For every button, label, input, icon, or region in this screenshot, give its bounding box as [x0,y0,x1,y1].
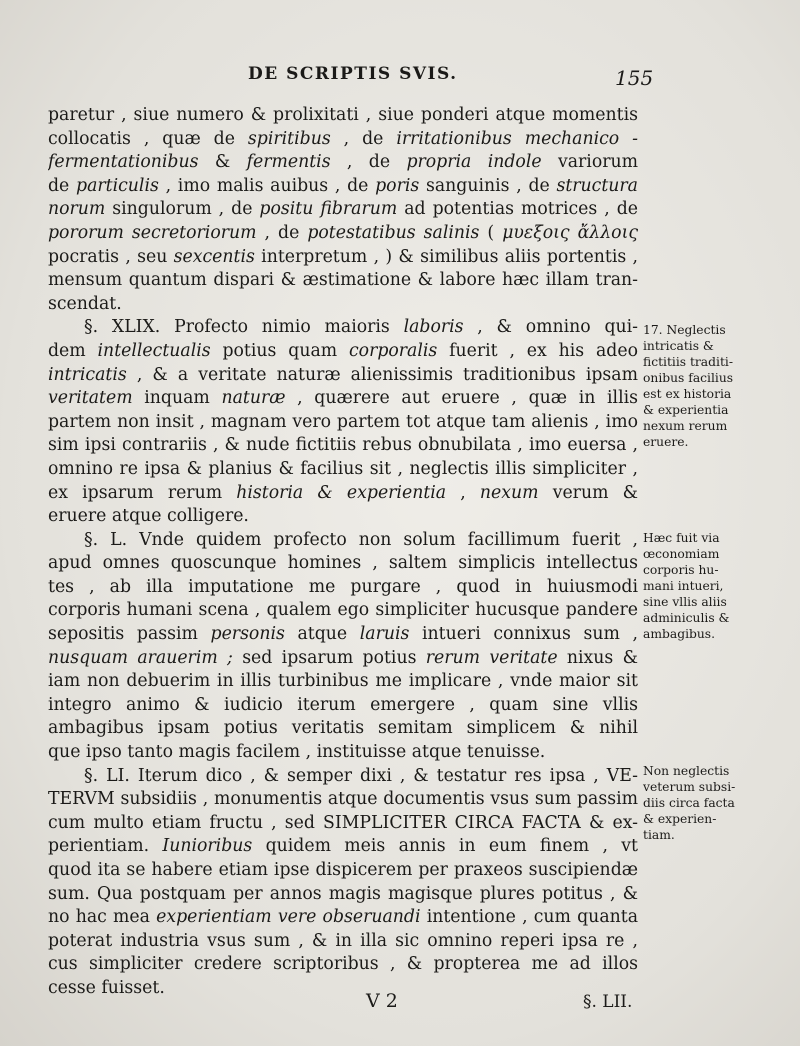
text-line [48,411,638,435]
text-line [48,128,638,152]
margin-note-line: veterum subsi- [643,780,736,794]
text-line [48,552,638,576]
margin-note-line: nexum rerum [643,419,728,433]
margin-note-line: Non neglectis [643,764,730,778]
text-line [48,812,638,836]
text-segment: variorum [541,152,638,173]
margin-note-line: Hæc fuit via [643,531,720,545]
text-line [48,482,638,506]
italic-phrase: intricatis [48,364,127,385]
text-segment: cesse fuisset. [48,977,165,998]
text-segment: iam non debuerim in illis turbinibus me implicare , vnde maior sit [48,671,638,692]
text-segment: , de [256,222,308,243]
margin-note-neglectis [643,322,793,450]
italic-phrase: poris [375,175,420,196]
italic-phrase: potestatibus salinis [307,222,480,243]
text-line [48,576,638,600]
text-line [48,364,638,388]
margin-note-line: est ex historia [643,387,732,401]
margin-note-line: eruere. [643,435,689,449]
text-line [48,670,638,694]
text-segment: & [198,152,247,173]
text-line [48,458,638,482]
catchword: §. LII. [583,992,633,1012]
text-segment: collocatis , quæ de [48,128,248,149]
italic-phrase: irritationibus mechanico - [396,128,638,149]
main-text [48,104,638,1001]
text-segment: interpretum , ) & similibus aliis portentis , [261,246,638,267]
page-header [0,62,800,92]
italic-phrase: Iunioribus [162,836,253,857]
text-segment: Profecto nimio maioris [174,317,404,338]
text-line [48,694,638,718]
text-line [48,835,638,859]
text-segment: fuerit , ex his adeo [449,340,638,361]
text-line [48,387,638,411]
italic-phrase: positu fibrarum [259,199,398,220]
text-segment: poterat industria vsus sum , & in illa sic omnino reperi ipsa re , [48,930,638,951]
text-segment: , de [330,152,407,173]
text-line [48,717,638,741]
margin-note-line: tiam. [643,828,675,842]
margin-note-line: 17. Neglectis [643,323,726,337]
text-segment: sim ipsi contrariis , & nude fictitiis rebus obnubilata , imo euersa , [48,435,638,456]
text-segment: singulorum , de [105,199,260,220]
margin-note-line: mani intueri, [643,579,724,593]
text-line [48,859,638,883]
text-line [48,647,638,671]
text-segment: atque [284,624,360,645]
text-segment: Vnde quidem profecto non solum facillimum fuerit , [139,529,638,550]
italic-phrase: pororum secretoriorum [48,222,257,243]
italic-phrase: particulis [76,175,159,196]
text-segment: inquam [132,388,222,409]
italic-phrase: μυεξοις ἄλλοις [502,222,638,243]
text-line [48,529,638,553]
text-segment: no hac mea [48,907,157,928]
text-segment: ambagibus ipsam potius veritatis semitam simplicem & nihil [48,718,638,739]
margin-note-line: sine vllis aliis [643,595,727,609]
text-segment: omnino re ipsa & planius & facilius sit , neglectis illis simpliciter , [48,458,638,479]
margin-note-line: corporis hu- [643,563,719,577]
text-segment: perientiam. [48,836,163,857]
text-line [48,505,638,529]
italic-phrase: nexum [479,482,539,503]
italic-phrase: spiritibus [247,128,331,149]
text-segment: , de [330,128,397,149]
margin-note-line: diis circa facta [643,796,735,810]
text-line [48,269,638,293]
text-line [48,246,638,270]
text-segment: Iterum dico , & semper dixi , & testatur res ipsa , VE- [137,765,638,786]
section-number: §. LI. [84,765,138,786]
text-segment: , quærere aut eruere , quæ in illis [297,388,638,409]
text-segment: mensum quantum dispari & æstimatione & labore hæc illam tran- [48,270,638,291]
margin-note-haec-fuit-via [643,530,793,642]
text-segment: potius quam [210,340,349,361]
text-segment: integro animo & iudicio iterum emergere , quam sine vllis [48,694,638,715]
text-line [48,788,638,812]
italic-phrase: corporalis [348,340,438,361]
text-segment: nixus & [566,647,638,668]
text-segment: de [48,175,77,196]
text-segment: tes , ab illa imputatione me purgare , quod in huiusmodi [48,576,638,597]
text-segment: sum. Qua postquam per annos magis magisque plures potitus , & [48,883,638,904]
margin-note-non-neglectis [643,763,793,843]
text-segment: pocratis , seu [48,246,174,267]
text-segment: cum multo etiam fructu , sed SIMPLICITER CIRCA FACTA & ex- [48,812,638,833]
text-line [48,953,638,977]
section-number: §. XLIX. [84,317,175,338]
text-segment: apud omnes quoscunque homines , saltem simplicis intellectus [48,553,638,574]
italic-phrase: experientiam vere obseruandi [156,907,421,928]
text-line [48,599,638,623]
italic-phrase: laruis [359,624,410,645]
text-segment: intueri connixus sum , [409,624,638,645]
text-segment: , imo malis auibus , de [158,175,376,196]
text-segment: partem non insit , magnam vero partem tot atque tam alienis , imo [48,411,638,432]
italic-phrase: personis [210,624,285,645]
text-segment: eruere atque colligere. [48,506,249,527]
text-line [48,151,638,175]
italic-phrase: nusquam arauerim ; [48,647,233,668]
text-segment: sed ipsarum potius [232,647,426,668]
italic-phrase: intellectualis [97,340,211,361]
italic-phrase: sexcentis [173,246,255,267]
margin-note-line: & experientia [643,403,729,417]
italic-phrase: naturæ [221,388,286,409]
italic-phrase: propria indole [406,152,542,173]
signature-mark: V 2 [366,990,398,1012]
italic-phrase: fermentis [246,152,331,173]
text-line [48,175,638,199]
italic-phrase: historia & experientia [236,482,447,503]
margin-note-line: ambagibus. [643,627,716,641]
running-title: DE SCRIPTIS SVIS. [248,64,458,84]
italic-phrase: norum [48,199,106,220]
text-segment: cus simpliciter credere scriptoribus , & propterea me ad illos [48,954,638,975]
text-line [48,765,638,789]
text-segment: sepositis passim [48,624,211,645]
text-segment: , [446,482,480,503]
text-segment: que ipso tanto magis facilem , instituisse atque tenuisse. [48,742,546,763]
margin-note-line: fictitiis traditi- [643,355,733,369]
page-number: 155 [615,66,654,90]
text-line [48,340,638,364]
text-segment: quod ita se habere etiam ipse dispicerem per praxeos suscipiendæ [48,860,638,880]
text-segment: intentione , cum quanta [426,907,638,928]
text-line [48,222,638,246]
italic-phrase: fermentationibus [48,152,199,173]
text-line [48,741,638,765]
text-segment: ad potentias motrices , de [397,199,638,220]
text-line [48,623,638,647]
margin-note-line: intricatis & [643,339,714,353]
text-segment: verum & [552,482,638,503]
text-segment: paretur , siue numero & prolixitati , siue ponderi atque momentis [48,105,638,125]
text-segment: corporis humani scena , qualem ego simpliciter hucusque pandere [48,600,638,621]
italic-phrase: structura [556,175,638,196]
text-line [48,434,638,458]
text-line [48,104,638,128]
margin-note-line: onibus facilius [643,371,734,385]
text-line [48,906,638,930]
text-segment: scendat. [48,293,122,314]
text-line [48,930,638,954]
text-line [48,198,638,222]
text-segment: quidem meis annis in eum finem , vt [265,836,638,857]
text-line [48,883,638,907]
text-segment: ex ipsarum rerum [48,482,237,503]
text-line [48,293,638,317]
text-segment: , & a veritate naturæ alienissimis traditionibus ipsam [136,364,638,385]
text-segment: , & omnino qui- [463,317,638,338]
italic-phrase: laboris [403,317,464,338]
text-line [48,316,638,340]
page-footer [0,990,800,1020]
text-segment: ( [479,222,503,243]
text-segment: sanguinis , de [419,175,557,196]
text-segment: TERVM subsidiis , monumentis atque documentis vsus sum passim [48,789,638,810]
section-number: §. L. [84,529,140,550]
margin-note-line: œconomiam [643,547,720,561]
margin-note-line: adminiculis & [643,611,730,625]
text-segment: dem [48,340,98,361]
italic-phrase: veritatem [48,388,133,409]
italic-phrase: rerum veritate [425,647,558,668]
margin-note-line: & experien- [643,812,717,826]
